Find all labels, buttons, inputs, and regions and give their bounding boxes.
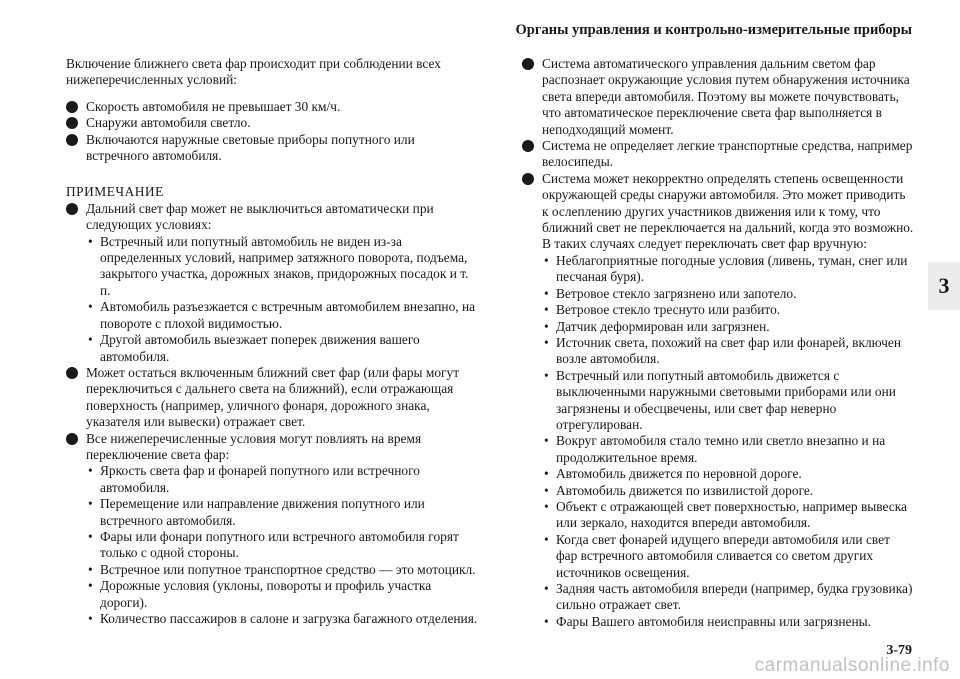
note-text: Все нижеперечисленные условия могут повлиять на время переключение света фар:: [86, 430, 422, 462]
sublist-item: • Количество пассажиров в салоне и загрузка багажного отделения.: [86, 611, 478, 627]
sublist-item: • Источник света, похожий на свет фар или фонарей, включен возле автомобиля.: [542, 335, 914, 368]
sublist-item: • Автомобиль движется по неровной дороге.: [542, 466, 914, 482]
sublist-item: • Задняя часть автомобиля впереди (например, будка грузовика) сильно отражает свет.: [542, 581, 914, 614]
condition-item: [66, 132, 478, 165]
sublist-item: • Фары или фонари попутного или встречного автомобиля горят только с одной стороны.: [86, 529, 478, 562]
sublist-item: • Дорожные условия (уклоны, повороты и профиль участка дороги).: [86, 578, 478, 611]
sublist-item: • Встречный или попутный автомобиль не виден из-за определенных условий, например затяжного поворота, подъема, закрытого участка, дорожных знаков, придорожных посадок и т. п.: [86, 234, 478, 300]
note-text: Дальний свет фар может не выключиться автоматически при следующих условиях:: [86, 200, 434, 233]
right-column: [522, 56, 914, 630]
sublist-item: • Встречный или попутный автомобиль движется с выключенными наружными световыми приборами или они загрязнены и обесцвечены, или свет фар неверно отрегулирован.: [542, 368, 914, 434]
watermark: carmanualsonline.info: [754, 655, 950, 676]
condition-item: [66, 115, 478, 131]
condition-text: Скорость автомобиля не превышает 30 км/ч.: [86, 98, 341, 114]
note-sublist: [542, 253, 914, 630]
bullet-dot-icon: [66, 134, 78, 146]
sublist-item: • Неблагоприятные погодные условия (ливень, туман, снег или песчаная буря).: [542, 253, 914, 286]
bullet-dot-icon: [66, 203, 78, 215]
bullet-dot-icon: [522, 173, 534, 185]
note-sublist: [86, 234, 478, 365]
sublist-item: • Перемещение или направление движения попутного или встречного автомобиля.: [86, 496, 478, 529]
sublist-item: • Объект с отражающей свет поверхностью, например вывеска или зеркало, находится впереди автомобиля.: [542, 499, 914, 532]
bullet-dot-icon: [522, 58, 534, 70]
note-text: Система автоматического управления дальним светом фар распознает окружающие условия путем обнаружения источника света впереди автомобиля. Поэтому вы можете почувствовать, что автоматическое переключение света фар выполняется в неподходящий момент.: [542, 56, 910, 137]
intro-paragraph: Включение ближнего света фар происходит при соблюдении всех нижеперечисленных условий:: [66, 56, 441, 88]
note-text: Может остаться включенным ближний свет фар (или фары могут переключиться с дальнего света на ближний), если отражающая поверхность (например, уличного фонаря, дорожного знака, указателя или вывески) отражает свет.: [86, 364, 460, 430]
note-item: [66, 431, 478, 628]
sublist-item: • Фары Вашего автомобиля неисправны или загрязнены.: [542, 614, 914, 630]
left-column: [66, 56, 478, 627]
sublist-item: • Ветровое стекло треснуто или разбито.: [542, 302, 914, 318]
bullet-dot-icon: [66, 117, 78, 129]
note-text: Система может некорректно определять степень освещенности окружающей среды снаружи автомобиля. Это может приводить к ослеплению других участников движения или к тому, что ближний свет не переключается на дальний, когда это возможно. В таких случаях следует переключать свет фар вручную:: [542, 170, 914, 252]
note-item: [522, 138, 914, 171]
bullet-dot-icon: [66, 367, 78, 379]
condition-item: [66, 99, 478, 115]
chapter-tab: 3: [928, 262, 960, 310]
sublist-item: • Другой автомобиль выезжает поперек движения вашего автомобиля.: [86, 332, 478, 365]
note-item: [66, 201, 478, 365]
note-item: [522, 56, 914, 138]
note-sublist: [86, 463, 478, 627]
bullet-dot-icon: [522, 140, 534, 152]
sublist-item: • Встречное или попутное транспортное средство — это мотоцикл.: [86, 562, 478, 578]
sublist-item: • Яркость света фар и фонарей попутного или встречного автомобиля.: [86, 463, 478, 496]
sublist-item: • Ветровое стекло загрязнено или запотело.: [542, 286, 914, 302]
note-item: [66, 365, 478, 431]
note-item: [522, 171, 914, 630]
note-title: ПРИМЕЧАНИЕ: [66, 184, 164, 200]
sublist-item: • Датчик деформирован или загрязнен.: [542, 319, 914, 335]
sublist-item: • Автомобиль движется по извилистой дороге.: [542, 483, 914, 499]
sublist-item: • Когда свет фонарей идущего впереди автомобиля или свет фар встречного автомобиля сливается со светом других источников освещения.: [542, 532, 914, 581]
bullet-dot-icon: [66, 433, 78, 445]
note-text: Система не определяет легкие транспортные средства, например велосипеды.: [542, 138, 913, 170]
condition-text: Снаружи автомобиля светло.: [86, 115, 251, 131]
page-header: Органы управления и контрольно-измерительные приборы: [515, 22, 912, 38]
sublist-item: • Автомобиль разъезжается с встречным автомобилем внезапно, на повороте с плохой видимостью.: [86, 299, 478, 332]
page-number: 3-79: [886, 643, 912, 658]
sublist-item: • Вокруг автомобиля стало темно или светло внезапно и на продолжительное время.: [542, 433, 914, 466]
bullet-dot-icon: [66, 101, 78, 113]
condition-text: Включаются наружные световые приборы попутного или встречного автомобиля.: [86, 131, 415, 164]
